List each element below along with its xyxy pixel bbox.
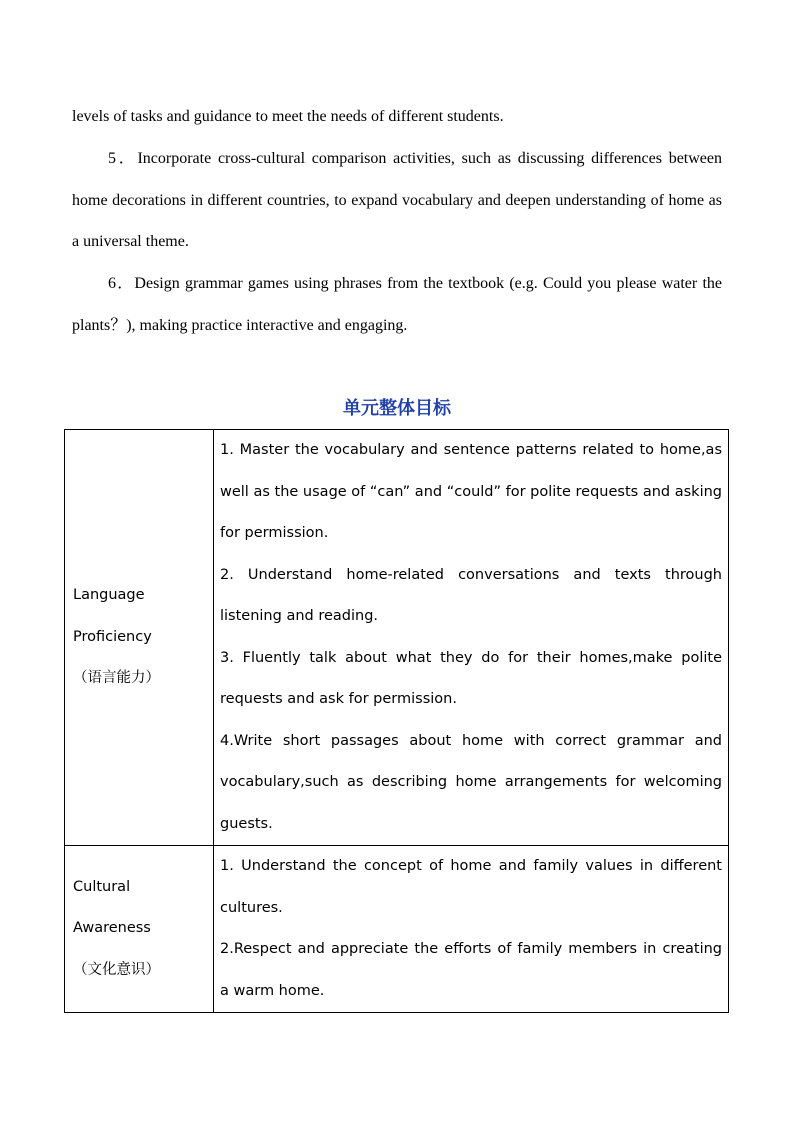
table-row-cultural xyxy=(65,846,729,1013)
goal-item: 4.Write short passages about home with correct grammar and vocabulary,such as describing home arrangements for welcoming guests. xyxy=(220,732,722,832)
unit-goals-table xyxy=(64,429,729,1013)
section-title: 单元整体目标 xyxy=(343,398,451,419)
goal-item: 1. Master the vocabulary and sentence patterns related to home,as well as the usage of “can” and “could” for polite requests and asking for permission. xyxy=(220,442,722,541)
label-en-line2: Proficiency xyxy=(73,628,152,645)
goal-item: 2. Understand home-related conversations and texts through listening and reading. xyxy=(220,566,722,624)
row-label-language xyxy=(65,430,214,846)
row-content-language xyxy=(214,430,729,846)
paragraph-levels: levels of tasks and guidance to meet the needs of different students. xyxy=(72,108,504,125)
label-en-line2: Awareness xyxy=(73,920,151,937)
goal-item: 2.Respect and appreciate the efforts of family members in creating a warm home. xyxy=(220,941,722,999)
label-cn: （文化意识） xyxy=(73,961,160,978)
row-label-cultural xyxy=(65,846,214,1013)
label-en-line1: Language xyxy=(73,587,145,604)
label-en-line1: Cultural xyxy=(73,878,131,895)
label-cn: （语言能力） xyxy=(73,670,160,687)
paragraph-item-5: 5．Incorporate cross-cultural comparison activities, such as discussing differences between home decorations in different countries, to expand vocabulary and deepen understanding of home as a universal theme. xyxy=(72,150,722,250)
paragraph-item-6: 6．Design grammar games using phrases from the textbook (e.g. Could you please water the plants？), making practice interactive and engaging. xyxy=(72,275,722,334)
row-content-cultural xyxy=(214,846,729,1013)
table-row-language xyxy=(65,430,729,846)
goal-item: 1. Understand the concept of home and family values in different cultures. xyxy=(220,858,722,916)
goal-item: 3. Fluently talk about what they do for their homes,make polite requests and ask for permission. xyxy=(220,649,722,707)
